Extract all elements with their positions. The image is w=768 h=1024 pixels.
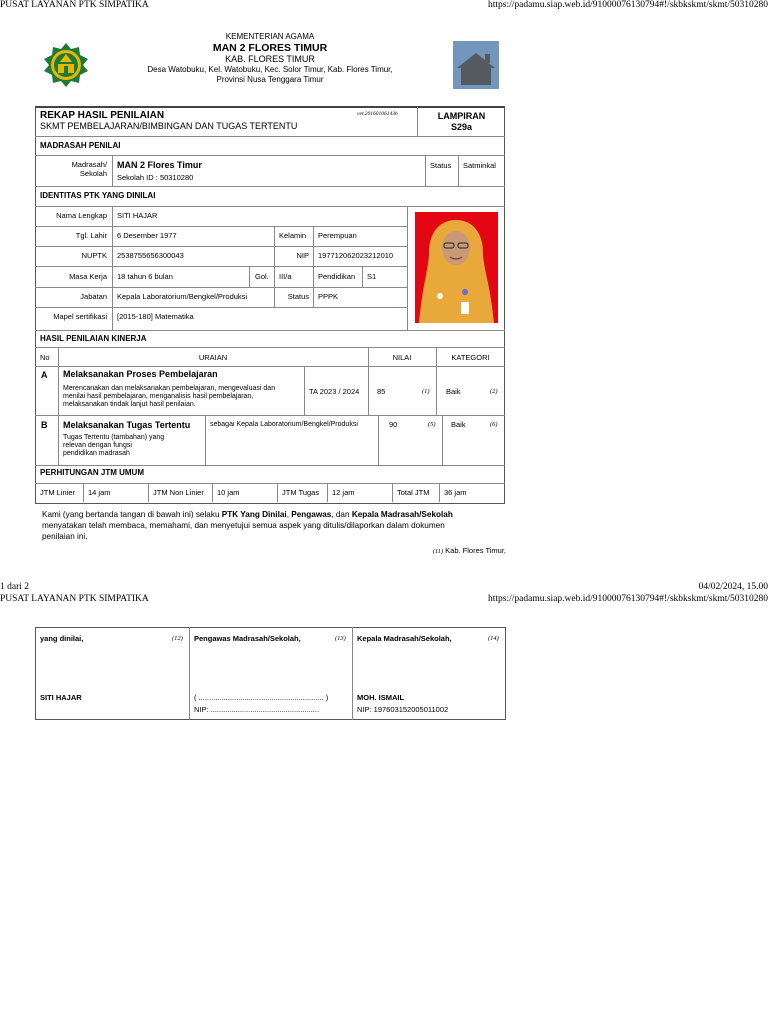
row-b-no: B <box>41 420 48 430</box>
row-b-desc <box>63 434 164 458</box>
section-identitas: IDENTITAS PTK YANG DINILAI <box>40 191 156 200</box>
tgl-lahir-label: Tgl. Lahir <box>75 231 107 240</box>
madrasah-label-line2: Sekolah <box>79 169 107 178</box>
tgl-lahir-value: 6 Desember 1977 <box>117 231 177 240</box>
statement-bold-kepala: Kepala Madrasah/Sekolah <box>351 510 453 519</box>
sig-pengawas-name: ( ............................................................ ) <box>194 693 329 702</box>
mapel-value: [2015-180] Matematika <box>117 312 194 321</box>
jtm-non-linier-label: JTM Non Linier <box>153 488 204 497</box>
school-name: MAN 2 FLORES TIMUR <box>212 42 328 54</box>
sig-pengawas-label: Pengawas Madrasah/Sekolah, <box>194 634 301 643</box>
jtm-tugas-label: JTM Tugas <box>282 488 320 497</box>
statement-line-3: penilaian ini. <box>42 532 88 541</box>
row-a-kategori: Baik <box>446 387 461 396</box>
row-a-desc-1: Merencanakan dan melaksanakan pembelajaran, mengevaluasi dan <box>63 385 276 392</box>
section-kinerja: HASIL PENILAIAN KINERJA <box>40 334 147 343</box>
row-a-desc <box>63 385 275 409</box>
status-value: Satminkal <box>463 161 496 170</box>
statement-text-1: Kami (yang bertanda tangan di bawah ini) selaku <box>42 510 222 519</box>
nama-label: Nama Lengkap <box>56 211 107 220</box>
kelamin-label: Kelamin <box>279 231 307 240</box>
masa-kerja-value: 18 tahun 6 bulan <box>117 272 173 281</box>
statement-place-ref: (11) <box>432 548 444 555</box>
golongan-value: III/a <box>279 272 292 281</box>
sig-ptk-name: SITI HAJAR <box>40 693 82 702</box>
sig-kepala-label: Kepala Madrasah/Sekolah, <box>357 634 452 643</box>
nuptk-label: NUPTK <box>81 251 107 260</box>
col-kategori: KATEGORI <box>451 353 490 362</box>
row-b-desc-2: relevan dengan fungsi <box>63 442 132 449</box>
row-b-title: Melaksanakan Tugas Tertentu <box>63 420 191 430</box>
jtm-linier-label: JTM Linier <box>40 488 76 497</box>
row-a-title: Melaksanakan Proses Pembelajaran <box>63 369 218 379</box>
ptk-portrait-photo <box>415 212 498 323</box>
statement-text-2: , <box>286 510 292 519</box>
golongan-label: Gol. <box>255 272 269 281</box>
jabatan-value: Kepala Laboratorium/Bengkel/Produksi <box>117 292 248 301</box>
sig-ptk-ref: (12) <box>172 635 183 642</box>
statement-bold-ptk: PTK Yang Dinilai <box>221 510 287 519</box>
page2-header-title: PUSAT LAYANAN PTK SIMPATIKA <box>0 594 149 604</box>
nama-value: SITI HAJAR <box>117 211 158 220</box>
pendidikan-value: S1 <box>367 272 377 281</box>
jtm-non-linier-value: 10 jam <box>217 488 240 497</box>
statement-place-text: Kab. Flores Timur, <box>445 546 506 555</box>
ministry-name: KEMENTERIAN AGAMA <box>225 32 315 41</box>
statement-line-1 <box>42 509 502 520</box>
statement-bold-pengawas: Pengawas <box>291 510 332 519</box>
statement-line-2: menyatakan telah membaca, memahami, dan menyetujui semua aspek yang ditulis/dilaporkan dalam dokumen <box>42 521 445 530</box>
masa-kerja-label: Masa Kerja <box>69 272 107 281</box>
status-ptk-value: PPPK <box>318 292 339 301</box>
regency-name: KAB. FLORES TIMUR <box>225 54 315 64</box>
page-footer-pagenum: 1 dari 2 <box>0 582 30 592</box>
nip-value: 197712062023212010 <box>318 251 394 260</box>
row-a-nilai: 85 <box>377 387 386 396</box>
col-no: No <box>40 353 50 362</box>
lampiran-label: LAMPIRAN <box>437 111 486 121</box>
section-jtm: PERHITUNGAN JTM UMUM <box>40 468 144 477</box>
statement-text-3: , dan <box>331 510 352 519</box>
row-b-nilai-ref: (5) <box>428 421 436 428</box>
row-a-desc-3: melaksanakan tindak lanjut hasil penilaian. <box>63 401 196 408</box>
address-line-1: Desa Watobuku, Kel. Watobuku, Kec. Solor Timur, Kab. Flores Timur, <box>147 65 393 74</box>
pendidikan-label: Pendidikan <box>318 272 356 281</box>
sig-pengawas-nip: NIP: .................................................... <box>194 705 320 714</box>
row-a-desc-2: menilai hasil pembelajaran, menganalisis hasil pembelajaran, <box>63 393 254 400</box>
madrasah-label-line1: Madrasah/ <box>71 160 107 169</box>
form-subtitle: SKMT PEMBELAJARAN/BIMBINGAN DAN TUGAS TERTENTU <box>40 121 298 131</box>
row-a-no: A <box>41 370 48 380</box>
row-b-kategori-ref: (6) <box>490 421 498 428</box>
lampiran-code: S29a <box>450 122 473 132</box>
row-b-desc-1: Tugas Tertentu (tambahan) yang <box>63 434 165 441</box>
jtm-linier-value: 14 jam <box>88 488 111 497</box>
jtm-total-label: Total JTM <box>397 488 430 497</box>
letterhead <box>120 32 420 85</box>
statement-place <box>433 546 506 555</box>
address-line-2: Provinsi Nusa Tenggara Timur <box>216 75 324 84</box>
page-header-url[interactable]: https://padamu.siap.web.id/91000076130794#!/skbkskmt/skmt/50310280 <box>488 0 768 10</box>
nuptk-value: 2538755656300043 <box>117 251 184 260</box>
kelamin-value: Perempuan <box>318 231 357 240</box>
school-photo-icon <box>453 41 499 89</box>
jtm-total-value: 36 jam <box>444 488 467 497</box>
kemenag-logo-icon <box>43 42 89 88</box>
col-uraian: URAIAN <box>198 353 228 362</box>
row-a-period: TA 2023 / 2024 <box>309 387 360 396</box>
sig-kepala-name: MOH. ISMAIL <box>357 693 405 702</box>
page-header-title: PUSAT LAYANAN PTK SIMPATIKA <box>0 0 149 10</box>
jabatan-label: Jabatan <box>80 292 107 301</box>
nip-label: NIP <box>296 251 309 260</box>
row-a-kategori-ref: (2) <box>490 388 498 395</box>
status-label: Status <box>430 161 452 170</box>
col-nilai: NILAI <box>392 353 412 362</box>
statement-paragraph <box>42 509 502 542</box>
page2-header-url[interactable]: https://padamu.siap.web.id/91000076130794#!/skbkskmt/skmt/50310280 <box>488 594 768 604</box>
row-b-role: sebagai Kepala Laboratorium/Bengkel/Produksi <box>210 421 358 428</box>
sig-kepala-ref: (14) <box>488 635 499 642</box>
madrasah-name: MAN 2 Flores Timur <box>117 160 202 170</box>
sig-kepala-nip: NIP: 197603152005011002 <box>357 705 449 714</box>
sekolah-id: Sekolah ID : 50310280 <box>117 173 194 182</box>
mapel-label: Mapel sertifikasi <box>53 312 107 321</box>
section-madrasah-penilai: MADRASAH PENILAI <box>40 141 121 150</box>
jtm-tugas-value: 12 jam <box>332 488 355 497</box>
sig-pengawas-ref: (13) <box>335 635 346 642</box>
row-b-kategori: Baik <box>451 420 466 429</box>
status-ptk-label: Status <box>287 292 309 301</box>
madrasah-label <box>40 160 107 178</box>
form-title: REKAP HASIL PENILAIAN <box>40 110 165 121</box>
sig-ptk-label: yang dinilai, <box>40 634 84 643</box>
row-b-desc-3: pendidikan madrasah <box>63 450 130 457</box>
row-a-nilai-ref: (1) <box>422 388 430 395</box>
page-footer-datetime: 04/02/2024, 15.00 <box>698 582 768 592</box>
form-version: ver.20160106143b <box>357 111 398 117</box>
row-b-nilai: 90 <box>389 420 398 429</box>
